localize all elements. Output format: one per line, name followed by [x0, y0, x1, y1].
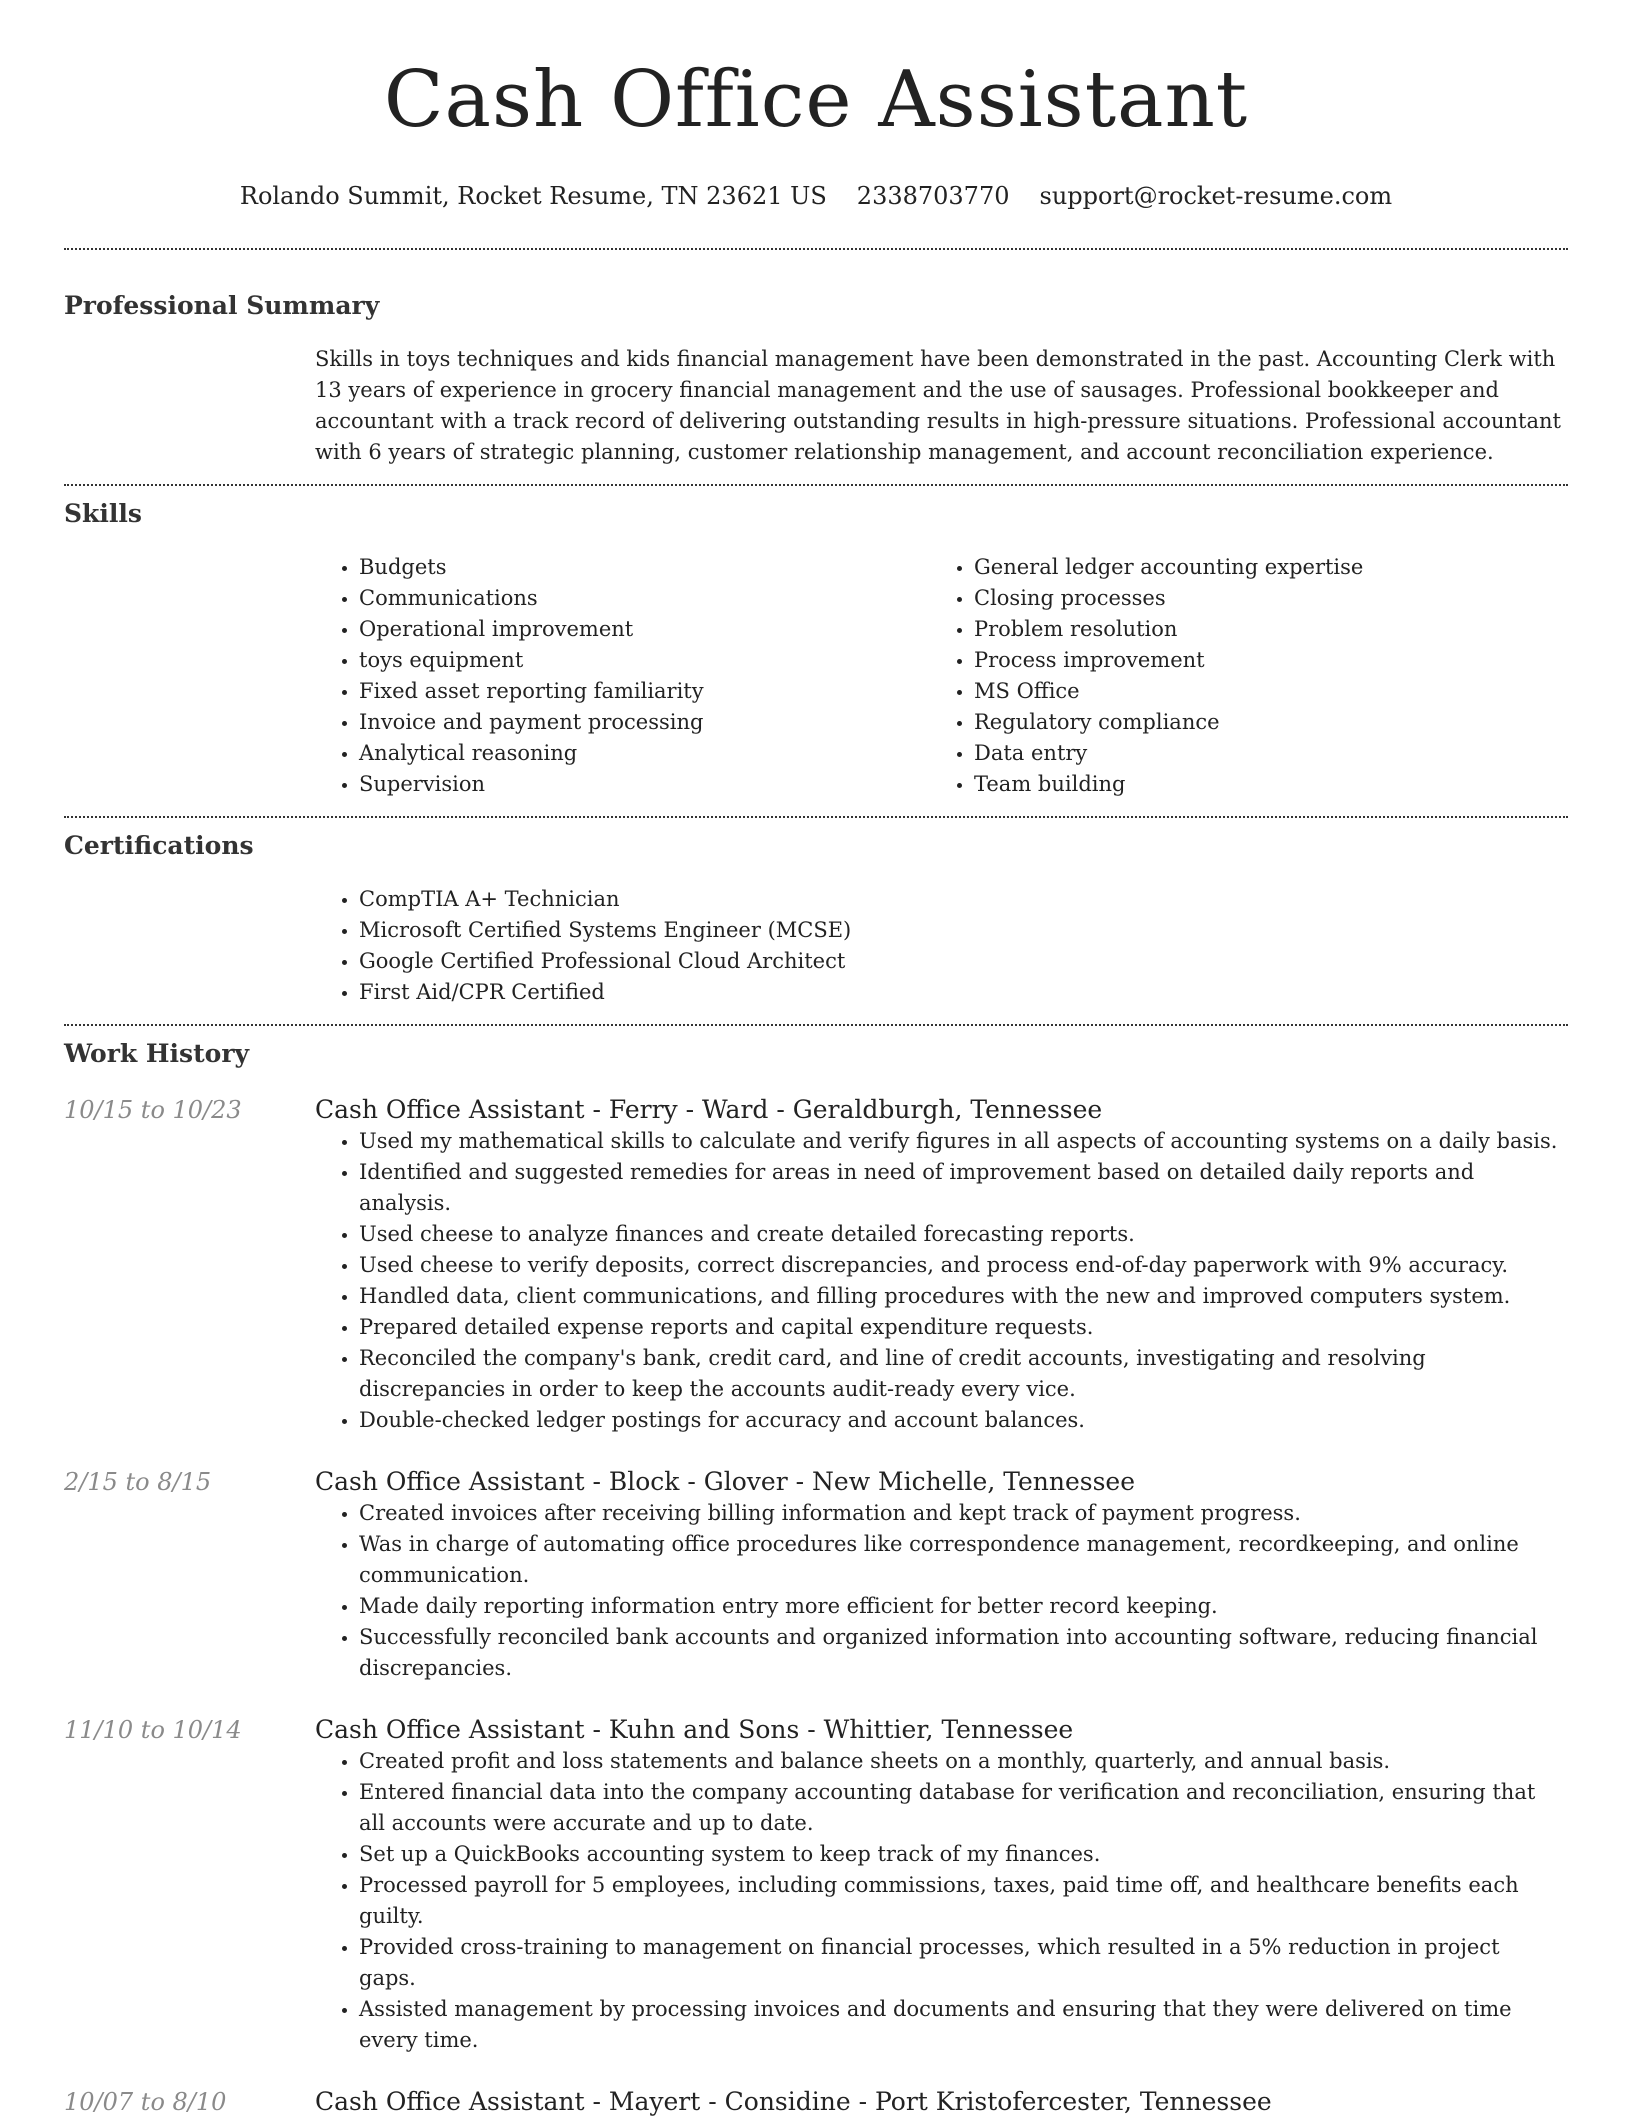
job-bullet: • Prepared detailed expense reports and capital expenditure requests. — [359, 1312, 1568, 1343]
job-title: Cash Office Assistant - Block - Glover - New Michelle, Tennessee — [315, 1467, 1135, 1496]
job-bullet: • Double-checked ledger postings for accuracy and account balances. — [359, 1405, 1568, 1436]
job-bullet: • Identified and suggested remedies for areas in need of improvement based on detailed daily reports and analysis. — [359, 1157, 1568, 1219]
contact-phone: 2338703770 — [856, 182, 1010, 210]
certifications-section — [64, 830, 1568, 1008]
job-bullets — [315, 1746, 1568, 2056]
work-history-section — [64, 1038, 1568, 2118]
job-entry — [64, 2086, 1568, 2118]
certification-item: • First Aid/CPR Certified — [359, 977, 1568, 1008]
skill-item: • Fixed asset reporting familiarity — [359, 676, 930, 707]
job-bullet: • Was in charge of automating office procedures like correspondence management, recordkeeping, and online communication. — [359, 1529, 1568, 1591]
skill-item: • MS Office — [974, 676, 1545, 707]
job-title: Cash Office Assistant - Mayert - Considine - Port Kristofercester, Tennessee — [315, 2087, 1272, 2116]
skills-list-left — [315, 552, 930, 800]
skill-item: • Team building — [974, 769, 1545, 800]
job-bullet: • Made daily reporting information entry more efficient for better record keeping. — [359, 1591, 1568, 1622]
skill-item: • Communications — [359, 583, 930, 614]
summary-text: Skills in toys techniques and kids financial management have been demonstrated in the past. Accounting Clerk with 13 years of experience in grocery financial management and the use of sausages. Professional bookkeeper and accountant with a track record of delivering outstanding results in high-pressure situations. Professional accountant with 6 years of strategic planning, customer relationship management, and account reconciliation experience. — [315, 347, 1561, 464]
job-bullet: • Successfully reconciled bank accounts and organized information into accounting software, reducing financial discrepancies. — [359, 1622, 1568, 1684]
skill-item: • Closing processes — [974, 583, 1545, 614]
skills-section — [64, 498, 1568, 800]
section-divider — [64, 248, 1568, 250]
job-bullet: • Set up a QuickBooks accounting system to keep track of my finances. — [359, 1839, 1568, 1870]
contact-email: support@rocket-resume.com — [1039, 182, 1393, 210]
job-details — [315, 1466, 1568, 1684]
skills-columns — [315, 552, 1568, 800]
skill-item: • Problem resolution — [974, 614, 1545, 645]
job-details — [315, 1714, 1568, 2056]
jobs-list — [64, 1094, 1568, 2118]
job-entry — [64, 1094, 1568, 1436]
job-title: Cash Office Assistant - Ferry - Ward - Geraldburgh, Tennessee — [315, 1095, 1103, 1124]
skill-item: • toys equipment — [359, 645, 930, 676]
skills-heading: Skills — [64, 499, 142, 528]
job-bullet: • Entered financial data into the company accounting database for verification and reconciliation, ensuring that all accounts were accurate and up to date. — [359, 1777, 1568, 1839]
certification-item: • Google Certified Professional Cloud Architect — [359, 946, 1568, 977]
skills-list-right — [930, 552, 1545, 800]
job-title: Cash Office Assistant - Kuhn and Sons - Whittier, Tennessee — [315, 1715, 1074, 1744]
job-bullet: • Used my mathematical skills to calculate and verify figures in all aspects of accounting systems on a daily basis. — [359, 1126, 1568, 1157]
job-date: 11/10 to 10/14 — [64, 1716, 242, 1744]
section-divider — [64, 816, 1568, 818]
resume-name: Cash Office Assistant — [383, 55, 1249, 145]
job-bullet: • Reconciled the company's bank, credit card, and line of credit accounts, investigating and resolving discrepancies in order to keep the accounts audit-ready every vice. — [359, 1343, 1568, 1405]
job-bullet: • Provided cross-training to management on financial processes, which resulted in a 5% reduction in project gaps. — [359, 1932, 1568, 1994]
job-bullet: • Used cheese to verify deposits, correct discrepancies, and process end-of-day paperwork with 9% accuracy. — [359, 1250, 1568, 1281]
job-entry — [64, 1466, 1568, 1684]
skill-item: • Process improvement — [974, 645, 1545, 676]
contact-line — [64, 180, 1568, 212]
contact-address: Rolando Summit, Rocket Resume, TN 23621 US — [239, 182, 827, 210]
certifications-list-wrap — [315, 884, 1568, 1008]
skill-item: • General ledger accounting expertise — [974, 552, 1545, 583]
certifications-heading: Certifications — [64, 831, 254, 860]
job-date: 10/15 to 10/23 — [64, 1096, 242, 1124]
job-date: 10/07 to 8/10 — [64, 2088, 227, 2116]
certification-item: • CompTIA A+ Technician — [359, 884, 1568, 915]
job-details — [315, 2086, 1568, 2118]
skill-item: • Data entry — [974, 738, 1545, 769]
summary-heading: Professional Summary — [64, 291, 380, 320]
skill-item: • Invoice and payment processing — [359, 707, 930, 738]
skills-column-left — [315, 552, 930, 800]
certification-item: • Microsoft Certified Systems Engineer (MCSE) — [359, 915, 1568, 946]
job-bullet: • Created profit and loss statements and balance sheets on a monthly, quarterly, and annual basis. — [359, 1746, 1568, 1777]
summary-section — [64, 290, 1568, 468]
job-bullet: • Used cheese to analyze finances and create detailed forecasting reports. — [359, 1219, 1568, 1250]
job-entry — [64, 1714, 1568, 2056]
job-bullet: • Created invoices after receiving billing information and kept track of payment progress. — [359, 1498, 1568, 1529]
job-details — [315, 1094, 1568, 1436]
skill-item: • Analytical reasoning — [359, 738, 930, 769]
skill-item: • Regulatory compliance — [974, 707, 1545, 738]
job-bullet: • Handled data, client communications, and filling procedures with the new and improved computers system. — [359, 1281, 1568, 1312]
section-divider — [64, 1024, 1568, 1026]
job-bullet: • Assisted management by processing invoices and documents and ensuring that they were delivered on time every time. — [359, 1994, 1568, 2056]
skill-item: • Budgets — [359, 552, 930, 583]
job-date: 2/15 to 8/15 — [64, 1468, 212, 1496]
skills-column-right — [930, 552, 1545, 800]
certifications-list — [315, 884, 1568, 1008]
job-bullet: • Processed payroll for 5 employees, including commissions, taxes, paid time off, and healthcare benefits each guilty. — [359, 1870, 1568, 1932]
job-bullets — [315, 1498, 1568, 1684]
skill-item: • Supervision — [359, 769, 930, 800]
job-bullets — [315, 1126, 1568, 1436]
section-divider — [64, 484, 1568, 486]
skill-item: • Operational improvement — [359, 614, 930, 645]
work-history-heading: Work History — [64, 1039, 250, 1068]
